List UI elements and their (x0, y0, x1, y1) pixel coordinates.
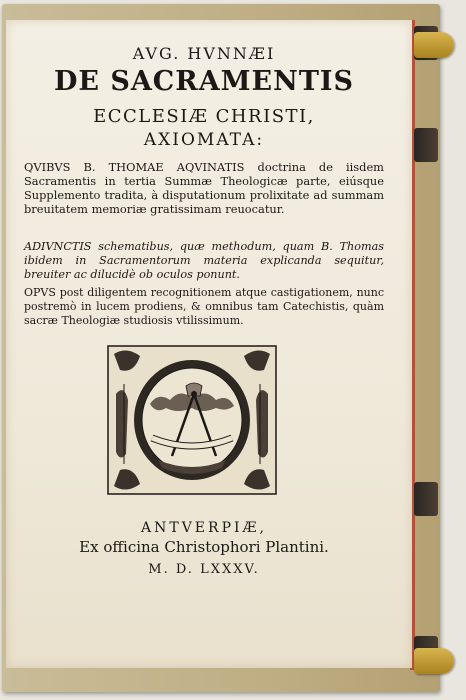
description-paragraph: QVIBVS B. THOMAE AQVINATIS doctrina de iisdem Sacramentis in tertia Summæ Theologicæ parte, eiúsque Supplemento tradita, à disputationum prolixitate ad summam breuitatem memoriæ gratissimam reuocatur. (24, 160, 384, 216)
subtitle-line: ECCLESIÆ CHRISTI, (93, 106, 315, 127)
opus-paragraph: OPVS post diligentem recognitionem atque castigationem, nunc postremò in lucem prodiens, & omnibus tam Catechistis, quàm sacræ Theologiæ studiosis vtilissimum. (24, 286, 384, 327)
clasp-strap-upper-mid (414, 128, 438, 162)
imprint-city: ANTVERPIÆ, (141, 520, 267, 536)
imprint-year: M. D. LXXXV. (148, 562, 260, 577)
schemata-paragraph: ADIVNCTIS schematibus, quæ methodum, quam B. Thomas ibidem in Sacramentorum materia explicanda sequitur, breuiter ac dilucidè ob oculos ponunt. (24, 240, 384, 281)
brass-clasp-top-icon (414, 32, 454, 58)
printers-device-compass-icon (106, 344, 278, 496)
imprint-printer: Ex officina Christophori Plantini. (79, 538, 329, 556)
subtitle-axiomata: AXIOMATA: (143, 130, 265, 150)
brass-clasp-bottom-icon (414, 648, 454, 674)
main-title: DE SACRAMENTIS (53, 66, 355, 97)
clasp-strap-lower-mid (414, 482, 438, 516)
author-line: AVG. HVNNÆI (132, 44, 276, 63)
